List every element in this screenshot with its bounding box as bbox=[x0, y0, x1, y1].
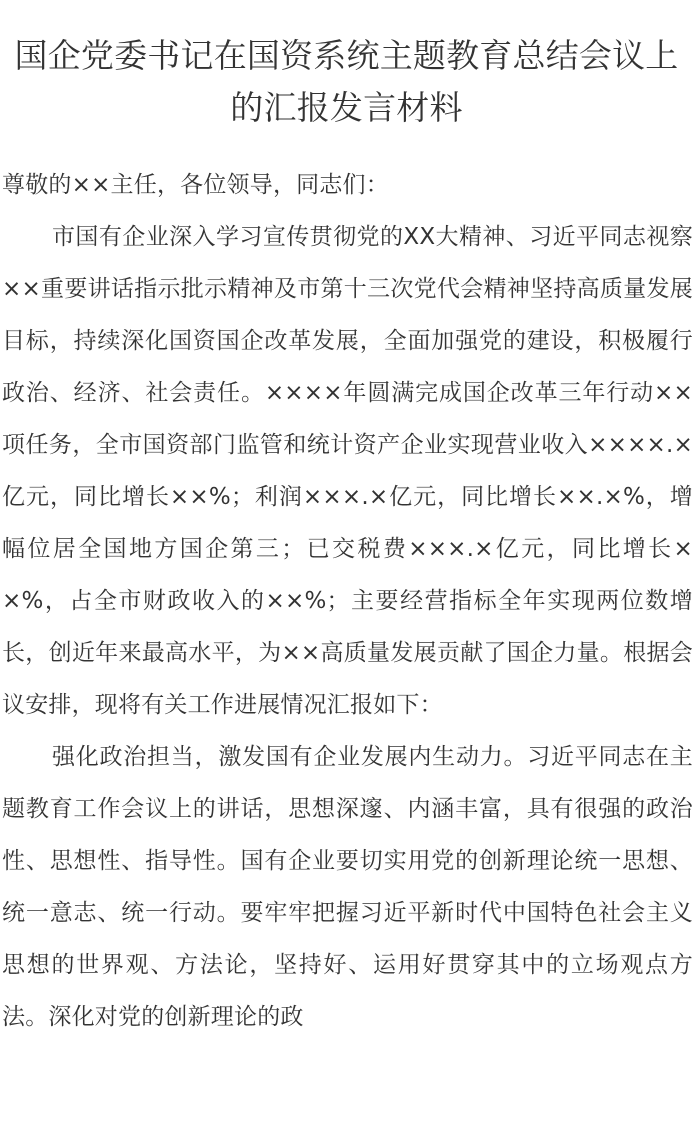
document-body bbox=[0, 159, 693, 1043]
body-paragraph-2: 强化政治担当，激发国有企业发展内生动力。习近平同志在主题教育工作会议上的讲话，思想深邃、内涵丰富，具有很强的政治性、思想性、指导性。国有企业要切实用党的创新理论统一思想、统一意志、统一行动。要牢牢把握习近平新时代中国特色社会主义思想的世界观、方法论，坚持好、运用好贯穿其中的立场观点方法。深化对党的创新理论的政 bbox=[2, 744, 693, 1030]
document-title: 国企党委书记在国资系统主题教育总结会议上的汇报发言材料 bbox=[14, 36, 679, 127]
body-paragraph-1: 市国有企业深入学习宣传贯彻党的XX大精神、习近平同志视察××重要讲话指示批示精神及市第十三次党代会精神坚持高质量发展目标，持续深化国资国企改革发展，全面加强党的建设，积极履行政治、经济、社会责任。××××年圆满完成国企改革三年行动××项任务，全市国资部门监管和统计资产企业实现营业收入××××.×亿元，同比增长××%；利润×××.×亿元，同比增长××.×%，增幅位居全国地方国企第三；已交税费×××.×亿元，同比增长××%，占全市财政收入的××%；主要经营指标全年实现两位数增长，创近年来最高水平，为××高质量发展贡献了国企力量。根据会议安排，现将有关工作进展情况汇报如下： bbox=[2, 224, 693, 718]
document-page bbox=[0, 30, 693, 1127]
salutation: 尊敬的××主任，各位领导，同志们： bbox=[2, 172, 389, 198]
